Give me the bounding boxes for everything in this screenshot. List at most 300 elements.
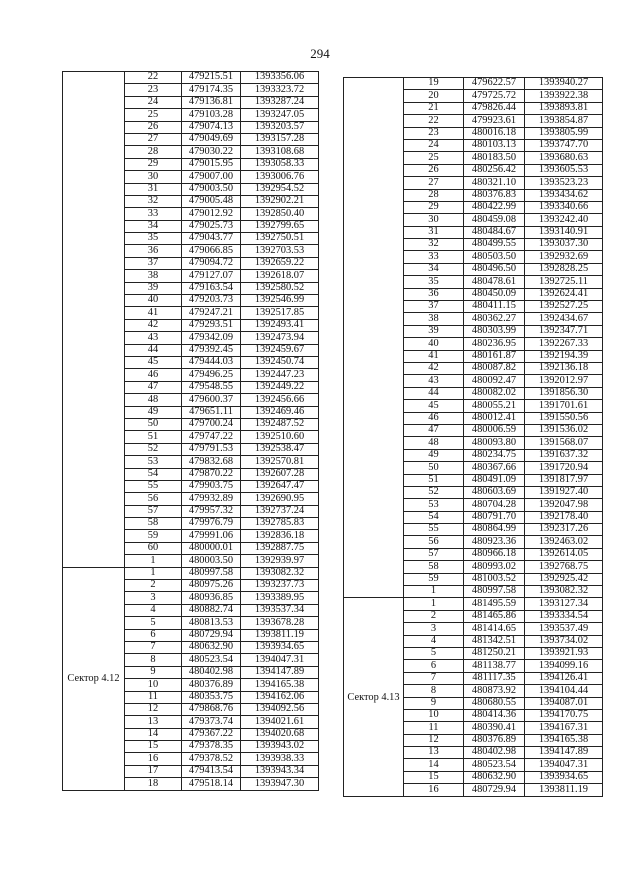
y-coordinate-cell: 1393157.28 [241, 133, 319, 145]
sector-cell [63, 72, 125, 568]
y-coordinate-cell: 1392785.83 [241, 518, 319, 530]
y-coordinate-cell: 1392347.71 [525, 325, 603, 337]
y-coordinate-cell: 1393323.72 [241, 84, 319, 96]
y-coordinate-cell: 1392527.25 [525, 301, 603, 313]
y-coordinate-cell: 1392607.28 [241, 468, 319, 480]
x-coordinate-cell: 479932.89 [182, 493, 241, 505]
y-coordinate-cell: 1392850.40 [241, 208, 319, 220]
table-row [344, 598, 603, 610]
x-coordinate-cell: 480402.98 [464, 747, 525, 759]
point-number-cell: 55 [404, 524, 464, 536]
point-number-cell: 50 [125, 418, 182, 430]
y-coordinate-cell: 1394147.89 [525, 747, 603, 759]
point-number-cell: 39 [125, 282, 182, 294]
x-coordinate-cell: 480376.83 [464, 189, 525, 201]
x-coordinate-cell: 479025.73 [182, 220, 241, 232]
x-coordinate-cell: 480704.28 [464, 499, 525, 511]
point-number-cell: 57 [404, 548, 464, 560]
y-coordinate-cell: 1393947.30 [241, 778, 319, 790]
table-row [63, 567, 319, 579]
y-coordinate-cell: 1394021.61 [241, 716, 319, 728]
y-coordinate-cell: 1391817.97 [525, 474, 603, 486]
point-number-cell: 52 [125, 443, 182, 455]
x-coordinate-cell: 479043.77 [182, 233, 241, 245]
x-coordinate-cell: 479868.76 [182, 703, 241, 715]
y-coordinate-cell: 1392703.53 [241, 245, 319, 257]
y-coordinate-cell: 1392463.02 [525, 536, 603, 548]
x-coordinate-cell: 480873.92 [464, 685, 525, 697]
point-number-cell: 34 [404, 263, 464, 275]
y-coordinate-cell: 1393805.99 [525, 127, 603, 139]
point-number-cell: 31 [125, 183, 182, 195]
y-coordinate-cell: 1392047.98 [525, 499, 603, 511]
y-coordinate-cell: 1393680.63 [525, 152, 603, 164]
x-coordinate-cell: 481342.51 [464, 635, 525, 647]
x-coordinate-cell: 480234.75 [464, 449, 525, 461]
x-coordinate-cell: 480450.09 [464, 288, 525, 300]
point-number-cell: 29 [404, 201, 464, 213]
coordinates-table-left [62, 71, 319, 791]
x-coordinate-cell: 479373.74 [182, 716, 241, 728]
x-coordinate-cell: 479622.57 [464, 78, 525, 90]
y-coordinate-cell: 1392614.05 [525, 548, 603, 560]
y-coordinate-cell: 1393037.30 [525, 239, 603, 251]
x-coordinate-cell: 480680.55 [464, 697, 525, 709]
x-coordinate-cell: 480882.74 [182, 604, 241, 616]
point-number-cell: 37 [125, 257, 182, 269]
x-coordinate-cell: 480632.90 [464, 771, 525, 783]
point-number-cell: 58 [125, 518, 182, 530]
y-coordinate-cell: 1391637.32 [525, 449, 603, 461]
y-coordinate-cell: 1392449.22 [241, 381, 319, 393]
x-coordinate-cell: 480016.18 [464, 127, 525, 139]
y-coordinate-cell: 1394020.68 [241, 728, 319, 740]
point-number-cell: 38 [404, 313, 464, 325]
y-coordinate-cell: 1393058.33 [241, 158, 319, 170]
x-coordinate-cell: 479049.69 [182, 133, 241, 145]
point-number-cell: 42 [404, 362, 464, 374]
x-coordinate-cell: 480459.08 [464, 214, 525, 226]
y-coordinate-cell: 1393943.34 [241, 765, 319, 777]
x-coordinate-cell: 479074.13 [182, 121, 241, 133]
y-coordinate-cell: 1392456.66 [241, 394, 319, 406]
y-coordinate-cell: 1392836.18 [241, 530, 319, 542]
x-coordinate-cell: 481003.52 [464, 573, 525, 585]
x-coordinate-cell: 479163.54 [182, 282, 241, 294]
point-number-cell: 6 [404, 660, 464, 672]
x-coordinate-cell: 480303.99 [464, 325, 525, 337]
x-coordinate-cell: 479747.22 [182, 431, 241, 443]
point-number-cell: 20 [404, 90, 464, 102]
point-number-cell: 7 [125, 641, 182, 653]
x-coordinate-cell: 480082.02 [464, 387, 525, 399]
point-number-cell: 46 [404, 412, 464, 424]
point-number-cell: 2 [404, 610, 464, 622]
point-number-cell: 44 [404, 387, 464, 399]
point-number-cell: 17 [125, 765, 182, 777]
y-coordinate-cell: 1392659.22 [241, 257, 319, 269]
x-coordinate-cell: 480503.50 [464, 251, 525, 263]
point-number-cell: 14 [404, 759, 464, 771]
x-coordinate-cell: 479378.35 [182, 741, 241, 753]
y-coordinate-cell: 1393006.76 [241, 171, 319, 183]
sector-label [346, 337, 401, 338]
y-coordinate-cell: 1393940.27 [525, 78, 603, 90]
x-coordinate-cell: 480499.55 [464, 239, 525, 251]
table-row [63, 72, 319, 84]
point-number-cell: 46 [125, 369, 182, 381]
x-coordinate-cell: 481250.21 [464, 647, 525, 659]
x-coordinate-cell: 479991.06 [182, 530, 241, 542]
x-coordinate-cell: 480791.70 [464, 511, 525, 523]
y-coordinate-cell: 1392750.51 [241, 233, 319, 245]
point-number-cell: 4 [404, 635, 464, 647]
sector-cell [63, 567, 125, 790]
point-number-cell: 26 [125, 121, 182, 133]
point-number-cell: 42 [125, 319, 182, 331]
point-number-cell: 48 [404, 437, 464, 449]
point-number-cell: 41 [404, 350, 464, 362]
x-coordinate-cell: 479444.03 [182, 356, 241, 368]
x-coordinate-cell: 480183.50 [464, 152, 525, 164]
point-number-cell: 3 [125, 592, 182, 604]
x-coordinate-cell: 480236.95 [464, 338, 525, 350]
point-number-cell: 11 [125, 691, 182, 703]
x-coordinate-cell: 480975.26 [182, 580, 241, 592]
x-coordinate-cell: 479066.85 [182, 245, 241, 257]
y-coordinate-cell: 1392624.41 [525, 288, 603, 300]
point-number-cell: 25 [404, 152, 464, 164]
x-coordinate-cell: 479015.95 [182, 158, 241, 170]
x-coordinate-cell: 479870.22 [182, 468, 241, 480]
point-number-cell: 28 [125, 146, 182, 158]
y-coordinate-cell: 1393854.87 [525, 115, 603, 127]
y-coordinate-cell: 1393678.28 [241, 617, 319, 629]
x-coordinate-cell: 479392.45 [182, 344, 241, 356]
y-coordinate-cell: 1392799.65 [241, 220, 319, 232]
x-coordinate-cell: 479496.25 [182, 369, 241, 381]
x-coordinate-cell: 480000.01 [182, 542, 241, 554]
y-coordinate-cell: 1392194.39 [525, 350, 603, 362]
y-coordinate-cell: 1394099.16 [525, 660, 603, 672]
x-coordinate-cell: 481414.65 [464, 623, 525, 635]
point-number-cell: 24 [404, 139, 464, 151]
y-coordinate-cell: 1394165.38 [525, 734, 603, 746]
point-number-cell: 54 [404, 511, 464, 523]
point-number-cell: 1 [404, 598, 464, 610]
x-coordinate-cell: 480603.69 [464, 486, 525, 498]
point-number-cell: 30 [125, 171, 182, 183]
y-coordinate-cell: 1391856.30 [525, 387, 603, 399]
x-coordinate-cell: 479293.51 [182, 319, 241, 331]
sector-cell [344, 78, 404, 598]
point-number-cell: 6 [125, 629, 182, 641]
y-coordinate-cell: 1393934.65 [241, 641, 319, 653]
y-coordinate-cell: 1393247.05 [241, 109, 319, 121]
point-number-cell: 35 [125, 233, 182, 245]
y-coordinate-cell: 1393356.06 [241, 72, 319, 84]
point-number-cell: 56 [404, 536, 464, 548]
point-number-cell: 16 [404, 784, 464, 796]
y-coordinate-cell: 1391568.07 [525, 437, 603, 449]
x-coordinate-cell: 479215.51 [182, 72, 241, 84]
x-coordinate-cell: 480411.15 [464, 301, 525, 313]
y-coordinate-cell: 1393242.40 [525, 214, 603, 226]
x-coordinate-cell: 479174.35 [182, 84, 241, 96]
y-coordinate-cell: 1394087.01 [525, 697, 603, 709]
y-coordinate-cell: 1392828.25 [525, 263, 603, 275]
point-number-cell: 22 [404, 115, 464, 127]
point-number-cell: 36 [125, 245, 182, 257]
y-coordinate-cell: 1392510.60 [241, 431, 319, 443]
point-number-cell: 21 [404, 102, 464, 114]
point-number-cell: 39 [404, 325, 464, 337]
point-number-cell: 33 [125, 208, 182, 220]
y-coordinate-cell: 1393108.68 [241, 146, 319, 158]
x-coordinate-cell: 480103.13 [464, 139, 525, 151]
x-coordinate-cell: 480496.50 [464, 263, 525, 275]
y-coordinate-cell: 1392925.42 [525, 573, 603, 585]
y-coordinate-cell: 1391550.56 [525, 412, 603, 424]
y-coordinate-cell: 1393811.19 [241, 629, 319, 641]
page-number: 294 [310, 46, 330, 61]
point-number-cell: 41 [125, 307, 182, 319]
point-number-cell: 15 [125, 741, 182, 753]
x-coordinate-cell: 480362.27 [464, 313, 525, 325]
x-coordinate-cell: 480402.98 [182, 666, 241, 678]
x-coordinate-cell: 480484.67 [464, 226, 525, 238]
x-coordinate-cell: 481495.59 [464, 598, 525, 610]
y-coordinate-cell: 1392690.95 [241, 493, 319, 505]
x-coordinate-cell: 480055.21 [464, 400, 525, 412]
x-coordinate-cell: 480632.90 [182, 641, 241, 653]
point-number-cell: 53 [404, 499, 464, 511]
point-number-cell: 11 [404, 722, 464, 734]
x-coordinate-cell: 481117.35 [464, 672, 525, 684]
point-number-cell: 23 [404, 127, 464, 139]
point-number-cell: 56 [125, 493, 182, 505]
point-number-cell: 55 [125, 480, 182, 492]
point-number-cell: 37 [404, 301, 464, 313]
point-number-cell: 31 [404, 226, 464, 238]
y-coordinate-cell: 1392459.67 [241, 344, 319, 356]
point-number-cell: 44 [125, 344, 182, 356]
x-coordinate-cell: 479791.53 [182, 443, 241, 455]
y-coordinate-cell: 1392517.85 [241, 307, 319, 319]
y-coordinate-cell: 1394165.38 [241, 679, 319, 691]
point-number-cell: 8 [125, 654, 182, 666]
point-number-cell: 51 [125, 431, 182, 443]
x-coordinate-cell: 479012.92 [182, 208, 241, 220]
y-coordinate-cell: 1393537.34 [241, 604, 319, 616]
y-coordinate-cell: 1393943.02 [241, 741, 319, 753]
point-number-cell: 40 [404, 338, 464, 350]
x-coordinate-cell: 480256.42 [464, 164, 525, 176]
y-coordinate-cell: 1392887.75 [241, 542, 319, 554]
y-coordinate-cell: 1394162.06 [241, 691, 319, 703]
y-coordinate-cell: 1393938.33 [241, 753, 319, 765]
y-coordinate-cell: 1393734.02 [525, 635, 603, 647]
y-coordinate-cell: 1393537.49 [525, 623, 603, 635]
point-number-cell: 38 [125, 270, 182, 282]
x-coordinate-cell: 479030.22 [182, 146, 241, 158]
y-coordinate-cell: 1394092.56 [241, 703, 319, 715]
x-coordinate-cell: 479367.22 [182, 728, 241, 740]
point-number-cell: 49 [125, 406, 182, 418]
point-number-cell: 48 [125, 394, 182, 406]
x-coordinate-cell: 480478.61 [464, 276, 525, 288]
y-coordinate-cell: 1394047.31 [525, 759, 603, 771]
coordinates-table-right [343, 77, 603, 797]
point-number-cell: 40 [125, 295, 182, 307]
point-number-cell: 25 [125, 109, 182, 121]
sector-label [65, 319, 122, 320]
point-number-cell: 27 [125, 133, 182, 145]
point-number-cell: 15 [404, 771, 464, 783]
x-coordinate-cell: 479903.75 [182, 480, 241, 492]
y-coordinate-cell: 1392546.99 [241, 295, 319, 307]
y-coordinate-cell: 1394104.44 [525, 685, 603, 697]
y-coordinate-cell: 1392902.21 [241, 195, 319, 207]
x-coordinate-cell: 480997.58 [464, 586, 525, 598]
point-number-cell: 59 [404, 573, 464, 585]
y-coordinate-cell: 1392450.74 [241, 356, 319, 368]
x-coordinate-cell: 480523.54 [182, 654, 241, 666]
point-number-cell: 10 [125, 679, 182, 691]
point-number-cell: 32 [404, 239, 464, 251]
point-number-cell: 47 [125, 381, 182, 393]
point-number-cell: 1 [125, 555, 182, 567]
x-coordinate-cell: 481138.77 [464, 660, 525, 672]
x-coordinate-cell: 480087.82 [464, 362, 525, 374]
x-coordinate-cell: 479003.50 [182, 183, 241, 195]
point-number-cell: 23 [125, 84, 182, 96]
x-coordinate-cell: 480414.36 [464, 709, 525, 721]
point-number-cell: 54 [125, 468, 182, 480]
y-coordinate-cell: 1393605.53 [525, 164, 603, 176]
point-number-cell: 18 [125, 778, 182, 790]
x-coordinate-cell: 479826.44 [464, 102, 525, 114]
y-coordinate-cell: 1392725.11 [525, 276, 603, 288]
point-number-cell: 50 [404, 462, 464, 474]
point-number-cell: 49 [404, 449, 464, 461]
y-coordinate-cell: 1392473.94 [241, 332, 319, 344]
x-coordinate-cell: 480491.09 [464, 474, 525, 486]
x-coordinate-cell: 479203.73 [182, 295, 241, 307]
x-coordinate-cell: 479127.07 [182, 270, 241, 282]
point-number-cell: 45 [125, 356, 182, 368]
y-coordinate-cell: 1393389.95 [241, 592, 319, 604]
x-coordinate-cell: 479725.72 [464, 90, 525, 102]
sector-label: Сектор 4.12 [67, 673, 120, 685]
point-number-cell: 26 [404, 164, 464, 176]
point-number-cell: 29 [125, 158, 182, 170]
point-number-cell: 19 [404, 78, 464, 90]
x-coordinate-cell: 480997.58 [182, 567, 241, 579]
x-coordinate-cell: 480390.41 [464, 722, 525, 734]
point-number-cell: 51 [404, 474, 464, 486]
point-number-cell: 32 [125, 195, 182, 207]
x-coordinate-cell: 479600.37 [182, 394, 241, 406]
point-number-cell: 24 [125, 96, 182, 108]
point-number-cell: 10 [404, 709, 464, 721]
y-coordinate-cell: 1393203.57 [241, 121, 319, 133]
point-number-cell: 22 [125, 72, 182, 84]
y-coordinate-cell: 1392538.47 [241, 443, 319, 455]
y-coordinate-cell: 1391701.61 [525, 400, 603, 412]
y-coordinate-cell: 1393811.19 [525, 784, 603, 796]
y-coordinate-cell: 1392487.52 [241, 418, 319, 430]
x-coordinate-cell: 479136.81 [182, 96, 241, 108]
point-number-cell: 59 [125, 530, 182, 542]
point-number-cell: 9 [404, 697, 464, 709]
y-coordinate-cell: 1394170.75 [525, 709, 603, 721]
x-coordinate-cell: 480161.87 [464, 350, 525, 362]
point-number-cell: 30 [404, 214, 464, 226]
y-coordinate-cell: 1392469.46 [241, 406, 319, 418]
y-coordinate-cell: 1392136.18 [525, 362, 603, 374]
y-coordinate-cell: 1392932.69 [525, 251, 603, 263]
point-number-cell: 12 [404, 734, 464, 746]
x-coordinate-cell: 479094.72 [182, 257, 241, 269]
x-coordinate-cell: 480993.02 [464, 561, 525, 573]
y-coordinate-cell: 1392768.75 [525, 561, 603, 573]
point-number-cell: 13 [125, 716, 182, 728]
point-number-cell: 36 [404, 288, 464, 300]
y-coordinate-cell: 1392939.97 [241, 555, 319, 567]
x-coordinate-cell: 480012.41 [464, 412, 525, 424]
x-coordinate-cell: 480966.18 [464, 548, 525, 560]
y-coordinate-cell: 1393237.73 [241, 580, 319, 592]
x-coordinate-cell: 480729.94 [464, 784, 525, 796]
y-coordinate-cell: 1391720.94 [525, 462, 603, 474]
point-number-cell: 43 [404, 375, 464, 387]
y-coordinate-cell: 1392178.40 [525, 511, 603, 523]
y-coordinate-cell: 1392493.41 [241, 319, 319, 331]
x-coordinate-cell: 480006.59 [464, 424, 525, 436]
y-coordinate-cell: 1392434.67 [525, 313, 603, 325]
point-number-cell: 28 [404, 189, 464, 201]
x-coordinate-cell: 480376.89 [464, 734, 525, 746]
y-coordinate-cell: 1392570.81 [241, 456, 319, 468]
x-coordinate-cell: 480367.66 [464, 462, 525, 474]
y-coordinate-cell: 1393523.23 [525, 177, 603, 189]
table-row [344, 78, 603, 90]
point-number-cell: 9 [125, 666, 182, 678]
point-number-cell: 57 [125, 505, 182, 517]
y-coordinate-cell: 1393334.54 [525, 610, 603, 622]
x-coordinate-cell: 479518.14 [182, 778, 241, 790]
y-coordinate-cell: 1393922.38 [525, 90, 603, 102]
point-number-cell: 2 [125, 580, 182, 592]
x-coordinate-cell: 479413.54 [182, 765, 241, 777]
y-coordinate-cell: 1391927.40 [525, 486, 603, 498]
point-number-cell: 1 [404, 586, 464, 598]
point-number-cell: 3 [404, 623, 464, 635]
point-number-cell: 13 [404, 747, 464, 759]
point-number-cell: 52 [404, 486, 464, 498]
point-number-cell: 14 [125, 728, 182, 740]
x-coordinate-cell: 480813.53 [182, 617, 241, 629]
y-coordinate-cell: 1392737.24 [241, 505, 319, 517]
x-coordinate-cell: 479103.28 [182, 109, 241, 121]
x-coordinate-cell: 480093.80 [464, 437, 525, 449]
y-coordinate-cell: 1392267.33 [525, 338, 603, 350]
y-coordinate-cell: 1393434.62 [525, 189, 603, 201]
y-coordinate-cell: 1394047.31 [241, 654, 319, 666]
y-coordinate-cell: 1393140.91 [525, 226, 603, 238]
y-coordinate-cell: 1393082.32 [525, 586, 603, 598]
